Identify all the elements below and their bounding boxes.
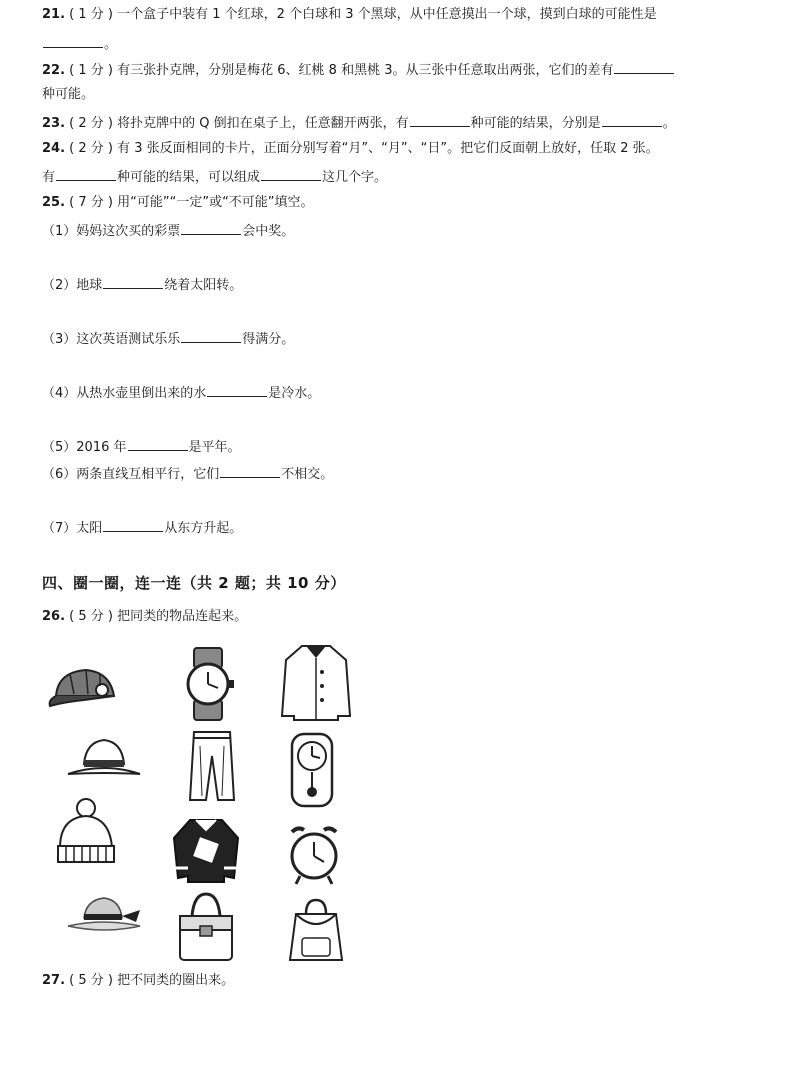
question-score: ( 2 分 ) (69, 141, 113, 156)
item-text: 不相交。 (281, 467, 334, 482)
item-text: 绕着太阳转。 (164, 278, 243, 293)
q25-item-1 (42, 221, 294, 241)
question-tail: 种可能。 (42, 87, 95, 102)
question-27 (42, 972, 234, 990)
question-text: 有三张扑克牌，分别是梅花 6、红桃 8 和黑桃 3。从三张中任意取出两张，它们的差有 (117, 63, 614, 78)
item-text: 这次英语测试乐乐 (76, 332, 181, 347)
question-24-line2 (42, 167, 387, 187)
q25-item-3 (42, 329, 294, 349)
answer-blank[interactable] (207, 383, 267, 397)
pendulum-clock-icon[interactable] (272, 730, 352, 810)
question-text: 种可能的结果，可以组成 (117, 170, 261, 185)
item-text: 从热水壶里倒出来的水 (76, 386, 207, 401)
item-text: 太阳 (76, 521, 103, 536)
answer-blank[interactable] (56, 167, 116, 181)
answer-blank[interactable] (103, 518, 163, 532)
question-number: 22. (42, 63, 66, 78)
question-mid: 种可能的结果，分别是 (470, 116, 601, 131)
answer-blank[interactable] (128, 437, 188, 451)
item-label: （6） (42, 467, 77, 482)
trousers-icon[interactable] (172, 726, 252, 806)
item-text: 会中奖。 (242, 224, 295, 239)
question-text: 把同类的物品连起来。 (117, 609, 248, 624)
item-text: 2016 年 (76, 440, 127, 455)
question-tail: 。 (662, 116, 676, 131)
item-text: 得满分。 (242, 332, 295, 347)
question-text: 这几个字。 (322, 170, 388, 185)
item-label: （3） (42, 332, 77, 347)
answer-blank[interactable] (43, 34, 103, 48)
fedora-hat-icon[interactable] (64, 724, 144, 804)
section-title: 四、圈一圈，连一连（共 2 题；共 10 分） (42, 574, 346, 592)
answer-blank[interactable] (220, 464, 280, 478)
question-text: 将扑克牌中的 Q 倒扣在桌子上，任意翻开两张，有 (117, 116, 409, 131)
question-tail: 。 (104, 37, 118, 52)
question-text: 有 (42, 170, 56, 185)
item-label: （7） (42, 521, 77, 536)
straw-hat-icon[interactable] (64, 878, 144, 958)
question-26 (42, 608, 247, 626)
question-number: 27. (42, 973, 66, 988)
item-text: 妈妈这次买的彩票 (76, 224, 181, 239)
item-label: （4） (42, 386, 77, 401)
answer-blank[interactable] (410, 113, 470, 127)
q25-item-2 (42, 275, 242, 295)
question-22-line2 (42, 86, 94, 104)
question-score: ( 1 分 ) (69, 63, 113, 78)
q25-item-7 (42, 518, 242, 538)
item-label: （2） (42, 278, 77, 293)
question-number: 23. (42, 116, 66, 131)
item-text: 两条直线互相平行，它们 (76, 467, 220, 482)
question-22 (42, 60, 675, 80)
question-number: 21. (42, 7, 66, 22)
item-label: （5） (42, 440, 77, 455)
answer-blank[interactable] (614, 60, 674, 74)
item-text: 是冷水。 (268, 386, 321, 401)
baseball-cap-icon[interactable] (44, 648, 124, 728)
q25-item-6 (42, 464, 333, 484)
answer-blank[interactable] (261, 167, 321, 181)
question-text: 用“可能”“一定”或“不可能”填空。 (117, 195, 314, 210)
item-text: 地球 (76, 278, 103, 293)
knit-beanie-icon[interactable] (50, 796, 130, 876)
question-23 (42, 113, 676, 133)
item-label: （1） (42, 224, 77, 239)
question-score: ( 2 分 ) (69, 116, 113, 131)
question-score: ( 7 分 ) (69, 195, 113, 210)
answer-blank[interactable] (181, 329, 241, 343)
question-number: 25. (42, 195, 66, 210)
wristwatch-icon[interactable] (168, 644, 248, 724)
backpack-icon[interactable] (276, 890, 356, 970)
varsity-jacket-icon[interactable] (166, 808, 246, 888)
answer-blank[interactable] (103, 275, 163, 289)
question-24 (42, 140, 659, 158)
q25-item-4 (42, 383, 320, 403)
item-text: 从东方升起。 (164, 521, 243, 536)
question-score: ( 1 分 ) (69, 7, 113, 22)
answer-blank[interactable] (602, 113, 662, 127)
question-score: ( 5 分 ) (69, 973, 113, 988)
q25-item-5 (42, 437, 241, 457)
alarm-clock-icon[interactable] (274, 814, 354, 894)
question-21-line2 (42, 34, 117, 54)
question-number: 24. (42, 141, 66, 156)
long-coat-icon[interactable] (276, 642, 356, 722)
handbag-icon[interactable] (166, 886, 246, 966)
question-text: 有 3 张反面相同的卡片，正面分别写着“月”、“月”、“日”。把它们反面朝上放好，任取 2 张。 (117, 141, 659, 156)
answer-blank[interactable] (181, 221, 241, 235)
question-score: ( 5 分 ) (69, 609, 113, 624)
question-number: 26. (42, 609, 66, 624)
question-text: 把不同类的圈出来。 (117, 973, 235, 988)
question-text: 一个盒子中装有 1 个红球，2 个白球和 3 个黑球，从中任意摸出一个球，摸到白球的可能性是 (117, 7, 657, 22)
item-text: 是平年。 (188, 440, 241, 455)
question-21 (42, 6, 657, 24)
question-25 (42, 194, 314, 212)
